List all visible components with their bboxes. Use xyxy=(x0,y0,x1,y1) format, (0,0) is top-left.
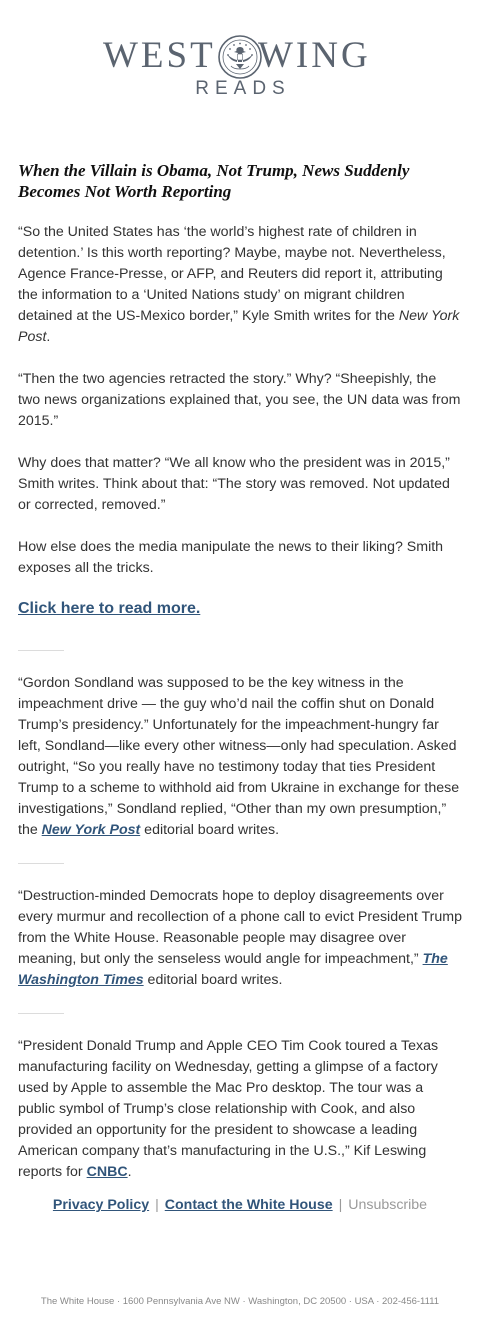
news-item-1-end: editorial board writes. xyxy=(140,822,280,838)
article-paragraph-3: Why does that matter? “We all know who the president was in 2015,” Smith writes. Think about that: “The story was removed. Not updated or corrected, removed.” xyxy=(18,455,450,513)
section-divider xyxy=(18,1013,64,1014)
footer-links xyxy=(0,1195,480,1216)
read-more-link[interactable]: Click here to read more. xyxy=(18,600,201,617)
logo-wing-text: WING xyxy=(258,35,371,76)
presidential-seal-icon xyxy=(218,35,262,79)
newsletter-content xyxy=(18,160,462,1204)
news-item-1-text: “Gordon Sondland was supposed to be the key witness in the impeachment drive — the guy who’d nail the coffin shut on Donald Trump’s presidency.” Unfortunately for the impeachment-hungry far left, Sondland—like every other witness—only had speculation. Asked outright, “So you really have no testimony today that ties President Trump to a scheme to withhold aid from Ukraine in exchange for these investigations,” Sondland replied, “Other than my own presumption,” the xyxy=(18,675,460,838)
article-headline: When the Villain is Obama, Not Trump, News Suddenly Becomes Not Worth Reporting xyxy=(18,161,410,201)
article-paragraph-1 xyxy=(18,222,462,348)
logo-west-text: WEST xyxy=(103,35,216,76)
news-item-2-text: “Destruction-minded Democrats hope to deploy disagreements over every murmur and recollection of a phone call to evict President Trump from the White House. Reasonable people may disagree over meaning, but only the senseless would angle for impeachment,” xyxy=(18,888,462,967)
news-item-2 xyxy=(18,886,462,991)
article-paragraph-1-text: “So the United States has ‘the world’s highest rate of children in detention.’ Is this worth reporting? Maybe, maybe not. Nevertheless, Agence France-Presse, or AFP, and Reuters did report it, attributing the information to a ‘United Nations study’ on migrant children detained at the US-Mexico border,” Kyle Smith writes for the xyxy=(18,224,446,324)
west-wing-reads-logo xyxy=(0,32,480,80)
news-item-3-end: . xyxy=(127,1164,132,1180)
article-source-name: New York Post xyxy=(18,308,460,345)
privacy-policy-link[interactable]: Privacy Policy xyxy=(52,1197,150,1213)
section-divider xyxy=(18,650,64,651)
header xyxy=(0,24,480,104)
new-york-post-link[interactable]: New York Post xyxy=(41,822,141,838)
article-paragraph-4: How else does the media manipulate the news to their liking? Smith exposes all the tricks. xyxy=(18,539,444,576)
article-paragraph-1-end: . xyxy=(46,329,51,345)
news-item-2-end: editorial board writes. xyxy=(143,972,283,988)
cnbc-link[interactable]: CNBC xyxy=(86,1164,128,1180)
unsubscribe-link[interactable]: Unsubscribe xyxy=(348,1197,428,1213)
news-item-3 xyxy=(18,1036,462,1183)
news-item-1 xyxy=(18,673,462,841)
contact-white-house-link[interactable]: Contact the White House xyxy=(164,1197,333,1213)
news-item-3-text: “President Donald Trump and Apple CEO Tim Cook toured a Texas manufacturing facility on Wednesday, getting a glimpse of a factory used by Apple to assemble the Mac Pro desktop. The tour was a public symbol of Trump’s close relationship with Cook, and also provided an opportunity for the president to showcase a leading American company that’s manufacturing in the U.S.,” Kif Leswing reports for xyxy=(18,1038,439,1180)
article-paragraph-2: “Then the two agencies retracted the story.” Why? “Sheepishly, the two news organizations explained that, you see, the UN data was from 2015.” xyxy=(18,371,461,429)
section-divider xyxy=(18,863,64,864)
footer-address: The White House · 1600 Pennsylvania Ave NW · Washington, DC 20500 · USA · 202-456-1111 xyxy=(40,1296,440,1307)
washington-times-link[interactable]: The Washington Times xyxy=(18,951,448,988)
footer-separator: | xyxy=(338,1197,343,1213)
footer-separator: | xyxy=(155,1197,159,1213)
logo-reads-text: READS xyxy=(195,78,291,99)
